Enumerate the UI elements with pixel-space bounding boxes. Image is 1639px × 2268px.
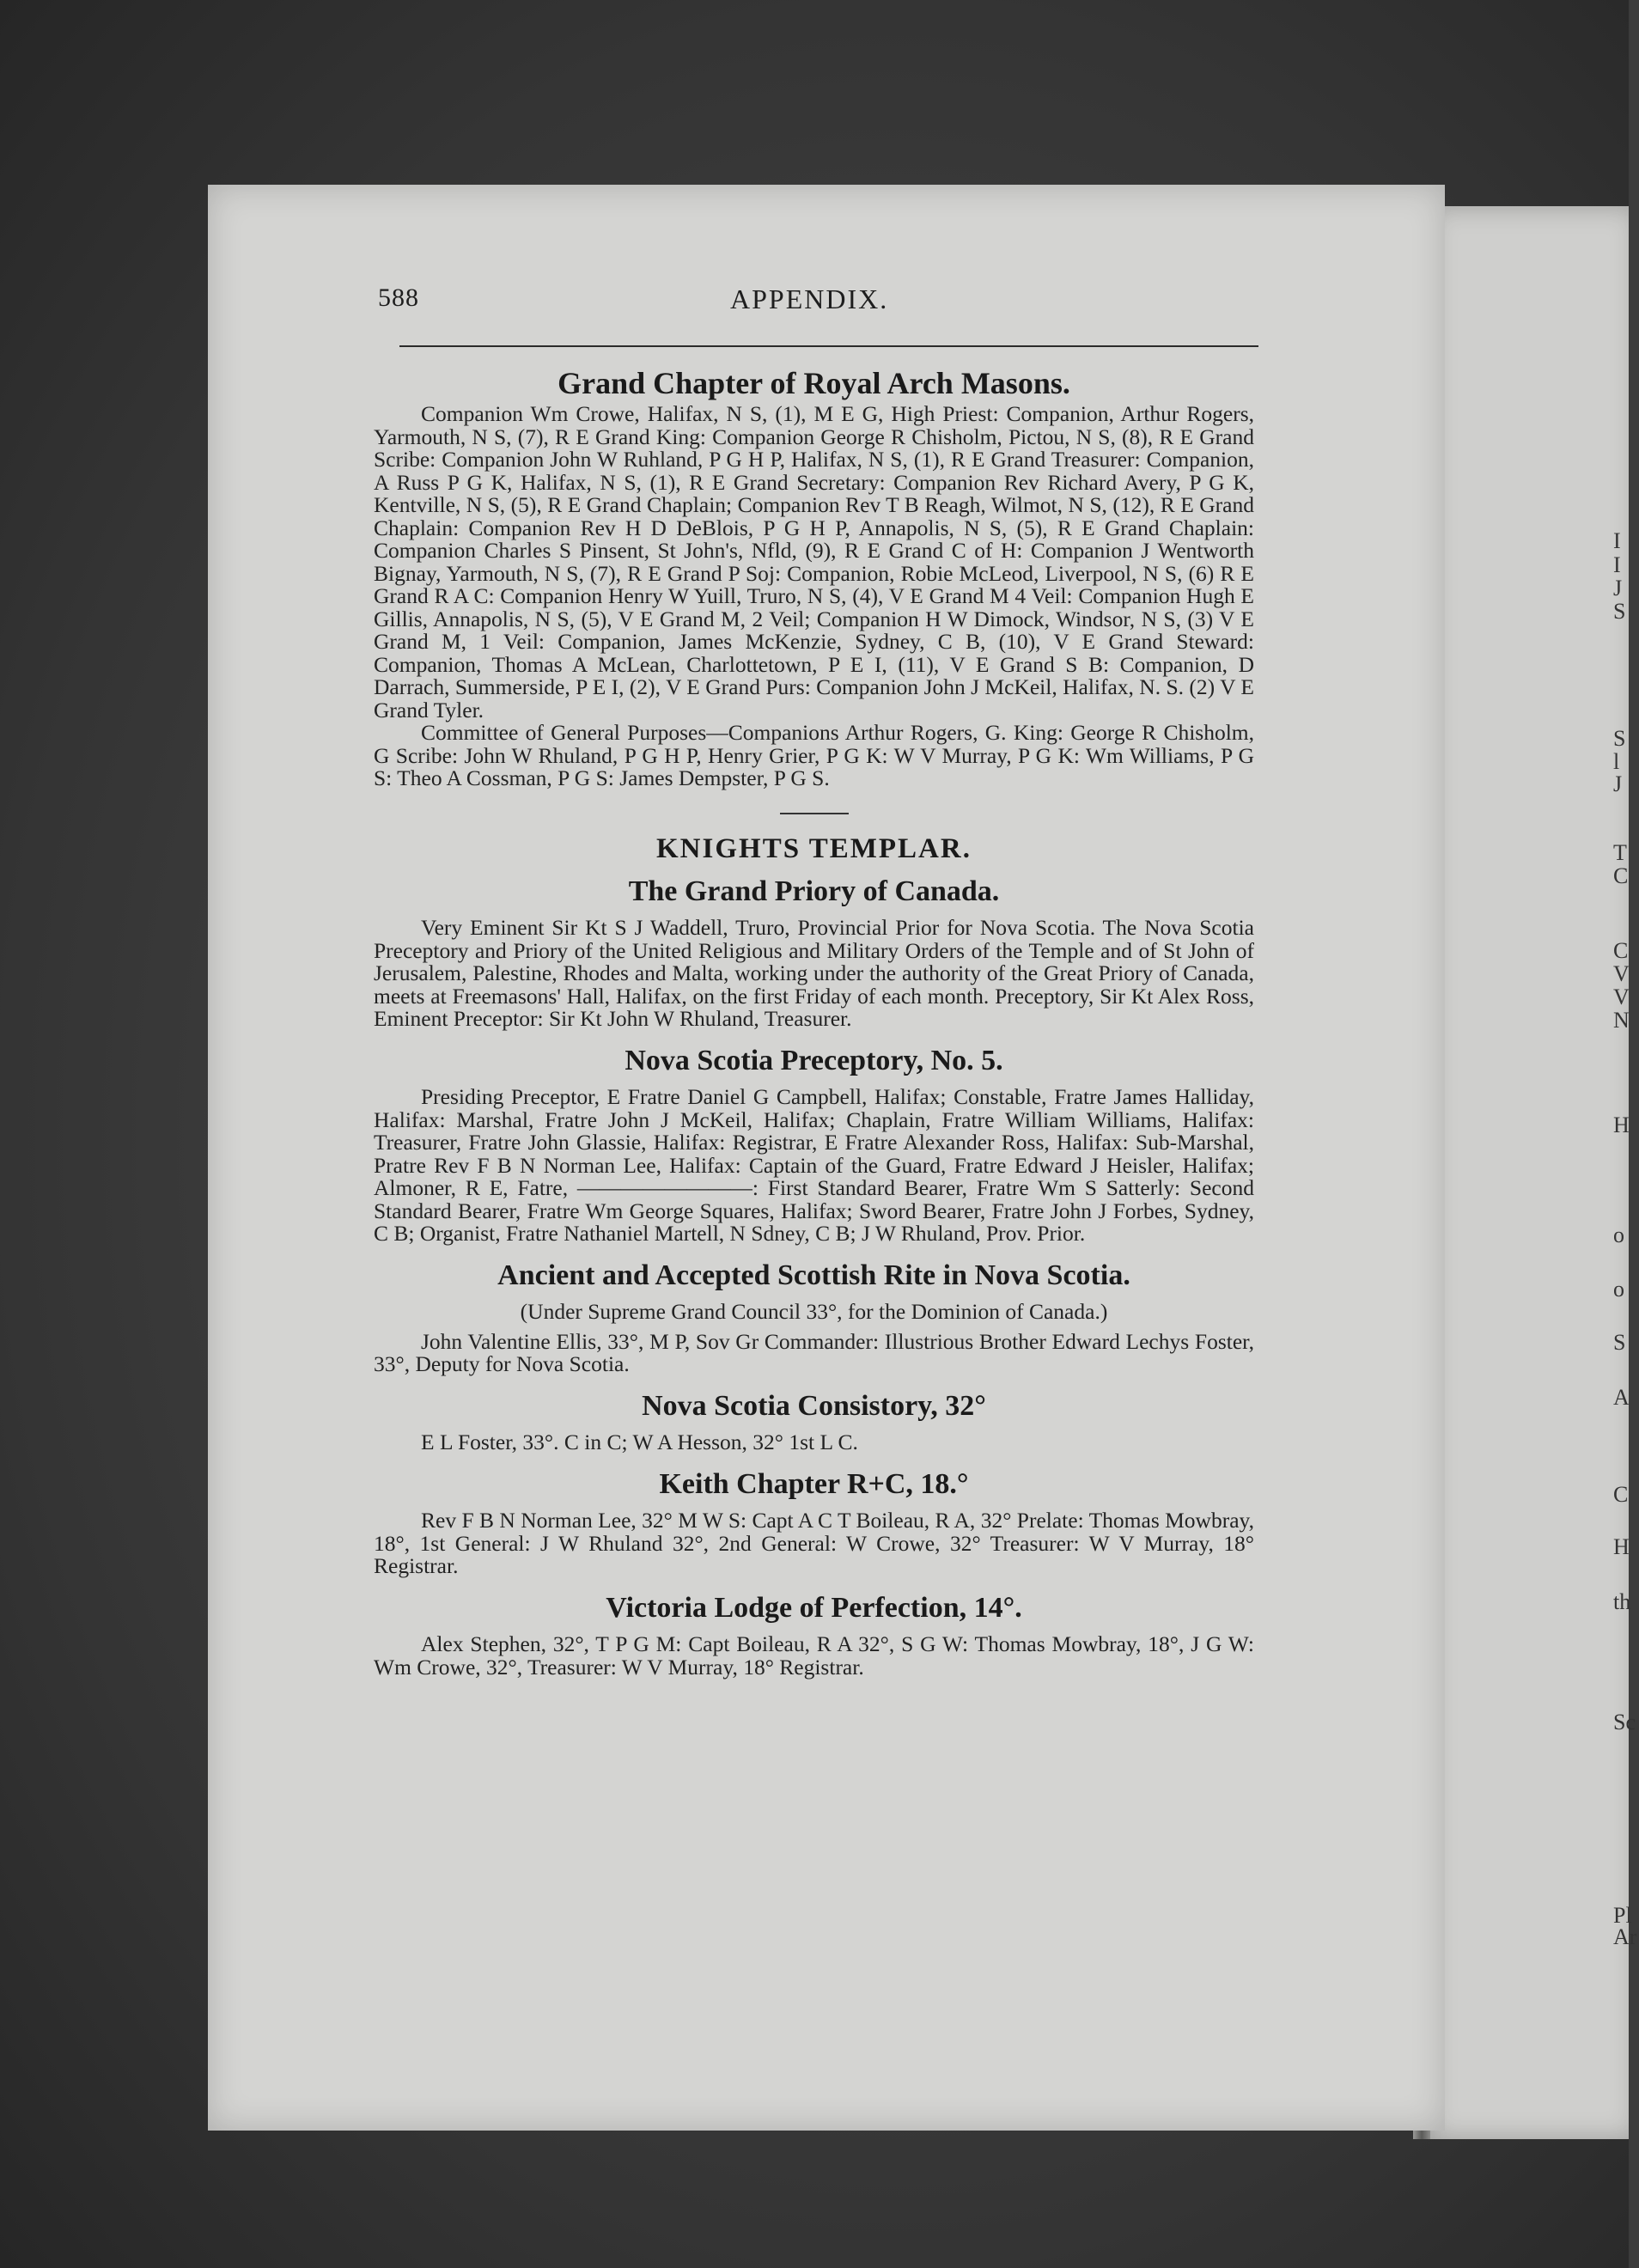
section-divider	[780, 813, 849, 814]
page-number: 588	[378, 284, 419, 312]
fragment: H	[1613, 1534, 1630, 1559]
subtitle-grand-priory: The Grand Priory of Canada.	[628, 875, 1000, 907]
fragment: N	[1613, 1008, 1630, 1033]
fragment: C	[1613, 863, 1629, 888]
fragment: o	[1613, 1277, 1624, 1302]
victoria-lodge-officers: Alex Stephen, 32°, T P G M: Capt Boileau, R A 32°, S G W: Thomas Mowbray, 18°, J G W: Wm Crowe, 32°, Treasurer: W V Murray, 18° Registrar.	[374, 1631, 1254, 1680]
facing-page	[1422, 206, 1629, 2139]
page-header	[374, 284, 1254, 326]
royal-arch-committee: Committee of General Purposes—Companions Arthur Rogers, G. King: George R Chisholm, G Scribe: John W Rhuland, P G H P, Henry Grier, P G K: W V Murray, P G K: Wm Williams, P G S: Theo A Cossman, P G S: James Dempster, P G S.	[374, 720, 1254, 790]
scottish-rite-note: (Under Supreme Grand Council 33°, for the Dominion of Canada.)	[520, 1299, 1108, 1325]
fragment: I	[1613, 552, 1621, 577]
section-title-knights-templar: KNIGHTS TEMPLAR.	[656, 832, 972, 864]
fragment: S	[1613, 726, 1626, 751]
fragment: A	[1613, 1385, 1630, 1410]
fragment: Sc	[1613, 1710, 1636, 1735]
fragment: Ar	[1613, 1924, 1637, 1949]
fragment: J	[1613, 576, 1623, 601]
fragment: H	[1613, 1113, 1630, 1137]
section-title-scottish-rite: Ancient and Accepted Scottish Rite in Nova Scotia.	[497, 1259, 1130, 1291]
section-title-royal-arch: Grand Chapter of Royal Arch Masons.	[558, 366, 1070, 400]
fragment: T	[1613, 840, 1627, 865]
fragment: J	[1613, 771, 1623, 796]
consistory-officers: E L Foster, 33°. C in C; W A Hesson, 32° 1st L C.	[421, 1430, 858, 1455]
grand-priory-text: Very Eminent Sir Kt S J Waddell, Truro, Provincial Prior for Nova Scotia. The Nova Scotia Preceptory and Priory of the United Religious and Military Orders of the Temple and of St John of Jerusalem, Palestine, Rhodes and Malta, working under the authority of the Great Priory of Canada, meets at Freemasons' Hall, Halifax, on the first Friday of each month. Preceptory, Sir Kt Alex Ross, Eminent Preceptor: Sir Kt John W Rhuland, Treasurer.	[374, 915, 1254, 1032]
keith-chapter-officers: Rev F B N Norman Lee, 32° M W S: Capt A C T Boileau, R A, 32° Prelate: Thomas Mowbray, 18°, 1st General: J W Rhuland 32°, 2nd General: W Crowe, 32° Treasurer: W V Murray, 18° Registrar.	[374, 1508, 1254, 1579]
header-rule	[399, 345, 1258, 347]
royal-arch-officers: Companion Wm Crowe, Halifax, N S, (1), M E G, High Priest: Companion, Arthur Rogers, Yarmouth, N S, (7), R E Grand King: Companion George R Chisholm, Pictou, N S, (8), R E Grand Scribe: Companion John W Ruhland, P G H P, Halifax, N S, (1), R E Grand Treasurer: Companion, A Russ P G K, Halifax, N S, (1), R E Grand Secretary: Companion Rev Richard Avery, P G K, Kentville, N S, (5), R E Grand Chaplain; Companion Rev T B Reagh, Wilmot, N S, (12), R E Grand Chaplain: Companion Rev H D DeBlois, P G H P, Annapolis, N S, (5), R E Grand Chaplain: Companion Charles S Pinsent, St John's, Nfld, (9), R E Grand C of H: Companion J Wentworth Bignay, Yarmouth, N S, (7), R E Grand P Soj: Companion, Robie McLeod, Liverpool, N S, (6) R E Grand R A C: Companion Henry W Yuill, Truro, N S, (4), V E Grand M 4 Veil: Companion Hugh E Gillis, Annapolis, N S, (5), V E Grand M, 2 Veil; Companion H W Dimock, Windsor, N S, (3) V E Grand M, 1 Veil: Companion, James McKenzie, Sydney, C B, (10), V E Grand Steward: Companion, Thomas A McLean, Charlottetown, P E I, (11), V E Grand S B: Companion, D Darrach, Summerside, P E I, (2), V E Grand Purs: Companion John J McKeil, Halifax, N. S. (2) V E Grand Tyler.	[374, 401, 1254, 722]
fragment: S	[1613, 599, 1626, 624]
fragment: V	[1613, 961, 1630, 986]
running-head: APPENDIX.	[730, 284, 889, 314]
fragment: Pl	[1613, 1903, 1632, 1928]
fragment: C	[1613, 938, 1629, 963]
fragment: I	[1613, 528, 1621, 553]
fragment: th	[1613, 1589, 1631, 1614]
scottish-rite-officers: John Valentine Ellis, 33°, M P, Sov Gr Commander: Illustrious Brother Edward Lechys Foster, 33°, Deputy for Nova Scotia.	[374, 1328, 1254, 1377]
fragment: o	[1613, 1222, 1624, 1247]
section-title-preceptory: Nova Scotia Preceptory, No. 5.	[625, 1044, 1003, 1076]
preceptory-officers: Presiding Preceptor, E Fratre Daniel G Campbell, Halifax; Constable, Fratre James Halliday, Halifax: Marshal, Fratre John J McKeil, Halifax; Chaplain, Fratre William Williams, Halifax: Treasurer, Fratre John Glassie, Halifax: Registrar, E Fratre Alexander Ross, Halifax: Sub-Marshal, Pratre Rev F B N Norman Lee, Halifax: Captain of the Guard, Fratre Edward J Heisler, Halifax; Almoner, R E, Fatre, ————————: First Standard Bearer, Fratre Wm S Satterly: Second Standard Bearer, Fratre Wm George Squares, Halifax; Sword Bearer, Fratre John J Forbes, Sydney, C B; Organist, Fratre Nathaniel Martell, N Sdney, C B; J W Rhuland, Prov. Prior.	[374, 1084, 1254, 1247]
page-content	[374, 284, 1254, 1679]
fragment: C	[1613, 1482, 1629, 1507]
fragment: l	[1613, 749, 1620, 774]
section-title-keith-chapter: Keith Chapter R+C, 18.°	[659, 1467, 969, 1500]
section-title-victoria-lodge: Victoria Lodge of Perfection, 14°.	[606, 1591, 1022, 1624]
section-title-consistory: Nova Scotia Consistory, 32°	[642, 1389, 986, 1422]
fragment: S	[1613, 1330, 1626, 1355]
fragment: V	[1613, 985, 1630, 1009]
